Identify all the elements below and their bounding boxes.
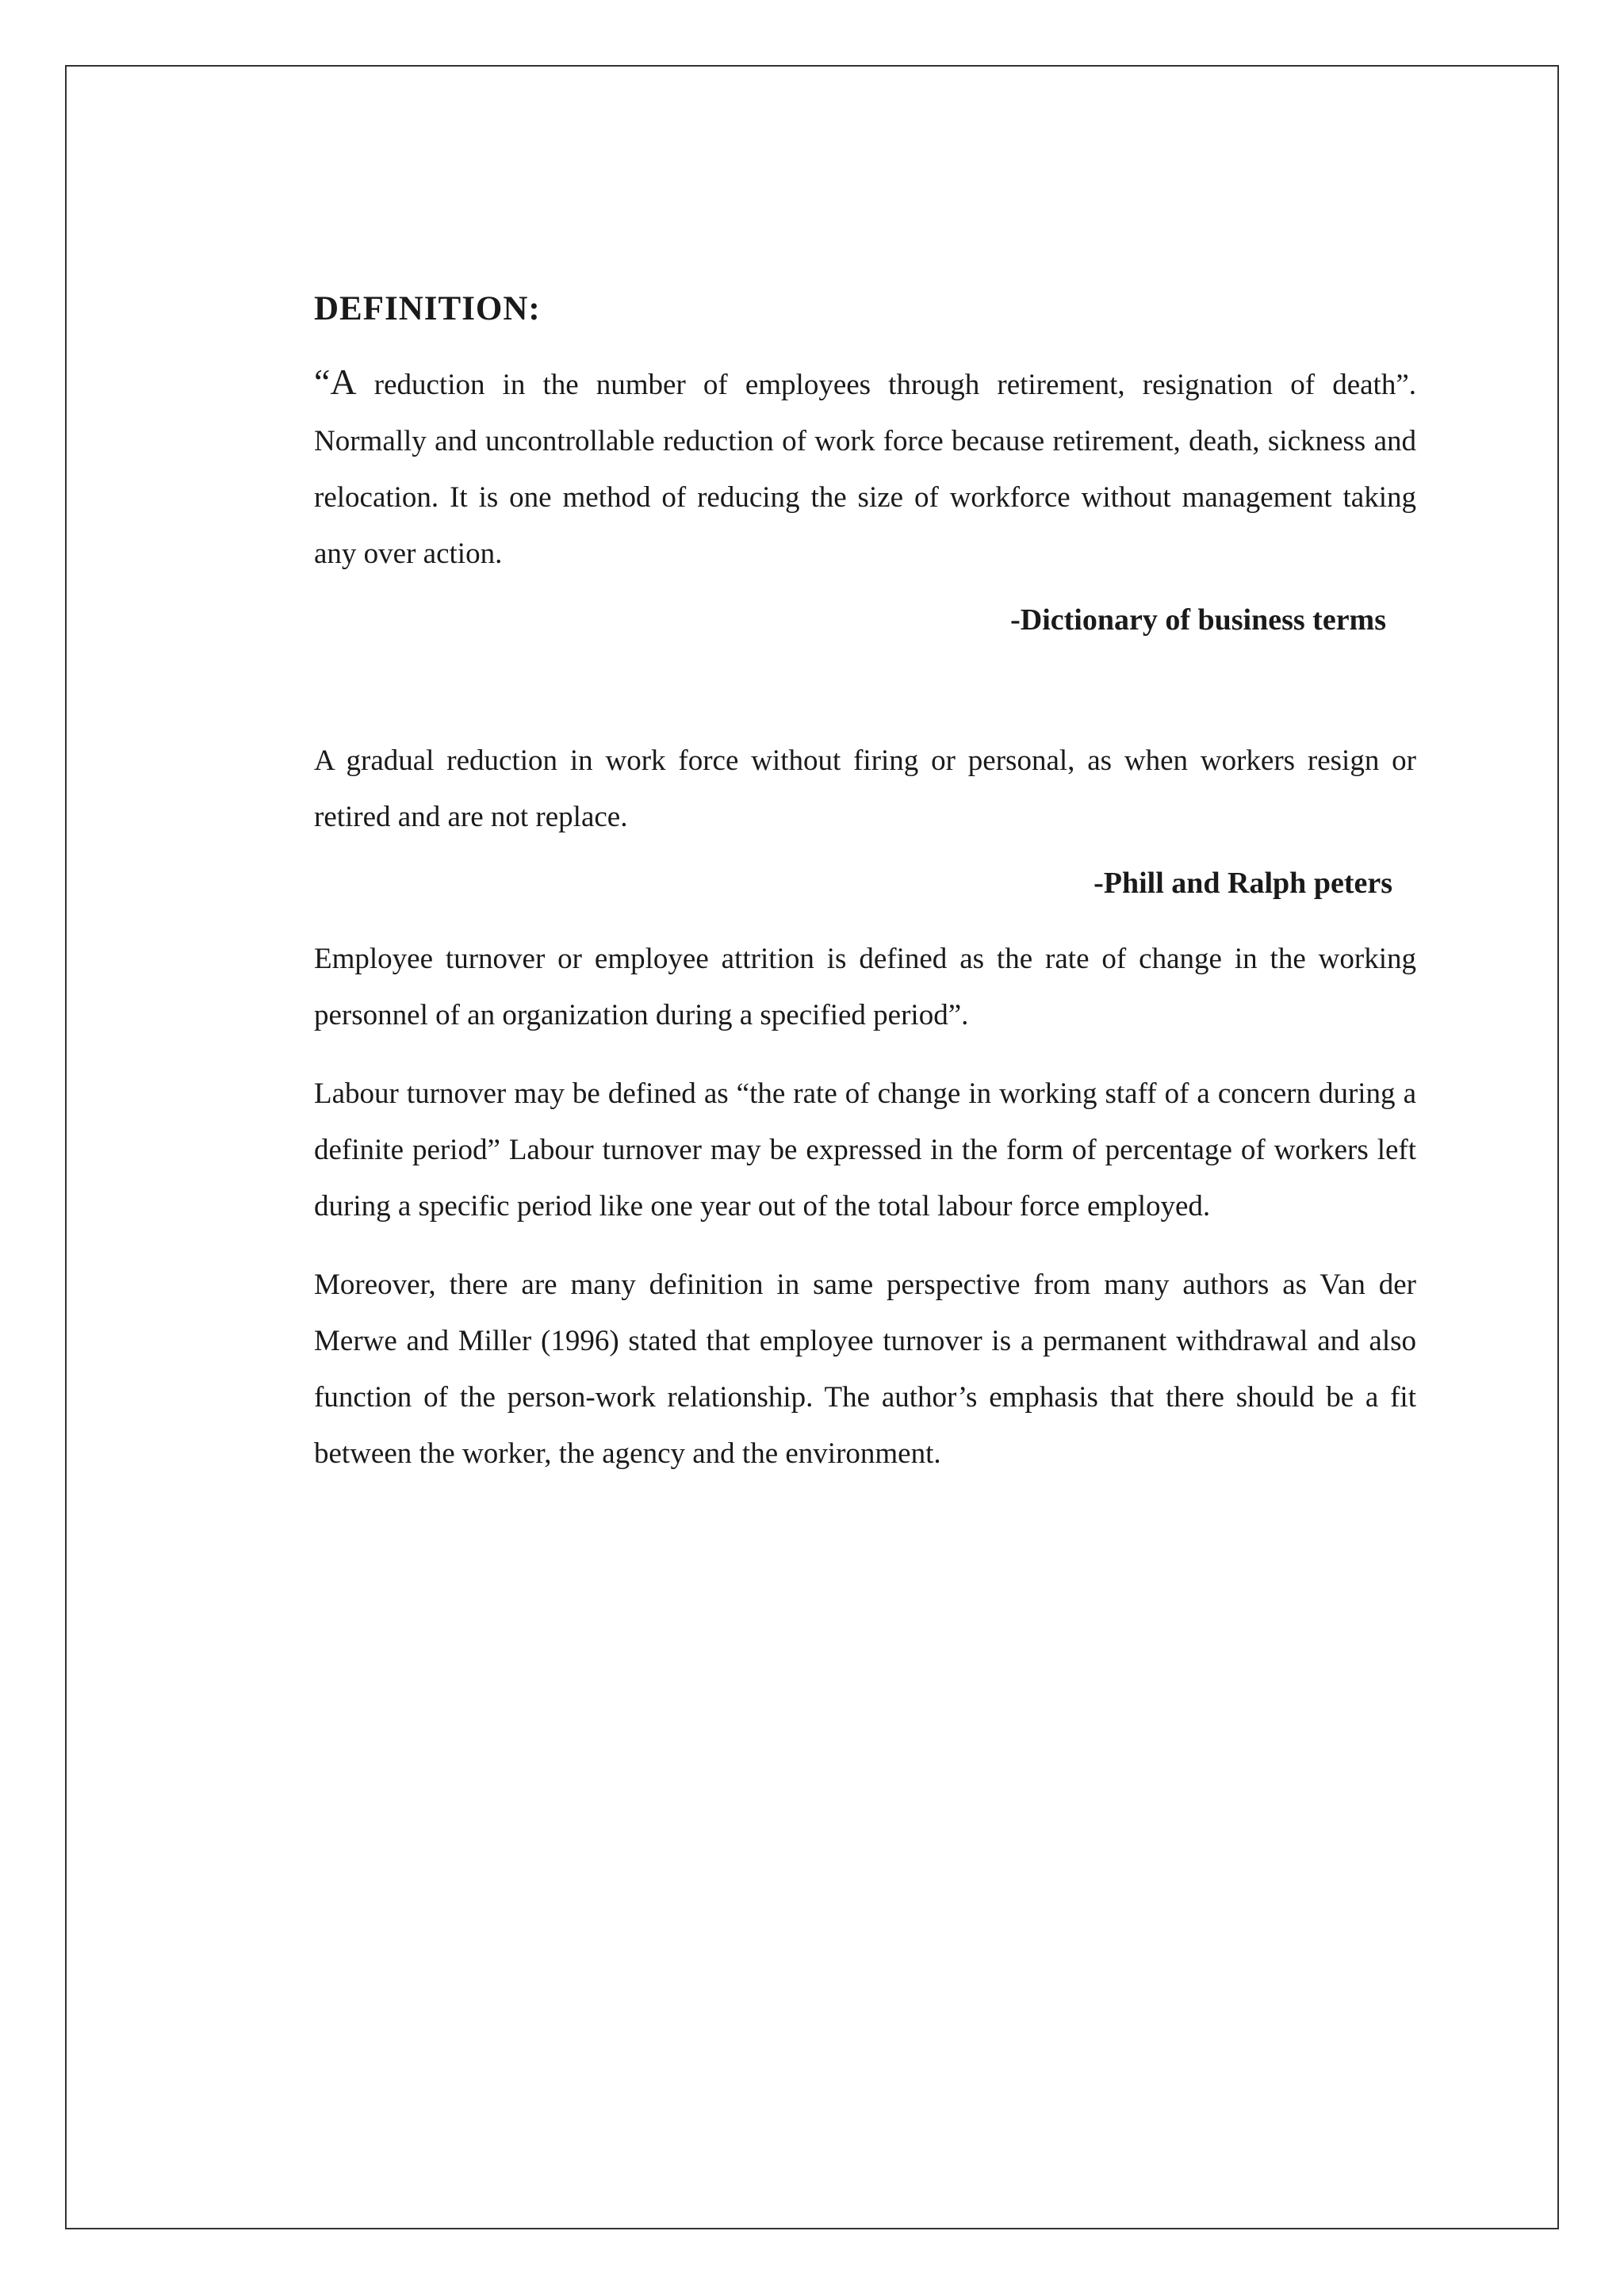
- opening-quote-letter: “A: [314, 362, 357, 402]
- attribution-dictionary: -Dictionary of business terms: [1010, 603, 1386, 637]
- definition-paragraph-4: Labour turnover may be defined as “the rate of change in working staff of a concern during a definite period” Labour turnover may be expressed in the form of percentage of workers left during a specific period like one year out of the total labour force employed.: [314, 1077, 1416, 1223]
- definition-paragraph-1-text: reduction in the number of employees through retirement, resignation of death”. Normally and uncontrollable reduction of work force because retirement, death, sickness and relocation. It is one method of reducing the size of workforce without management taking any over action.: [314, 369, 1416, 570]
- document-body: [314, 285, 1416, 1482]
- definition-paragraph-2: A gradual reduction in work force without firing or personal, as when workers resign or retired and are not replace.: [314, 744, 1416, 833]
- definition-paragraph-1: [314, 354, 1416, 582]
- attribution-phill-ralph: -Phill and Ralph peters: [1094, 867, 1392, 900]
- section-heading: DEFINITION:: [314, 290, 541, 327]
- definition-paragraph-5: Moreover, there are many definition in same perspective from many authors as Van der Merwe and Miller (1996) stated that employee turnover is a permanent withdrawal and also function of the person-work relationship. The author’s emphasis that there should be a fit between the worker, the agency and the environment.: [314, 1269, 1416, 1470]
- definition-paragraph-3: Employee turnover or employee attrition is defined as the rate of change in the working personnel of an organization during a specified period”.: [314, 943, 1416, 1031]
